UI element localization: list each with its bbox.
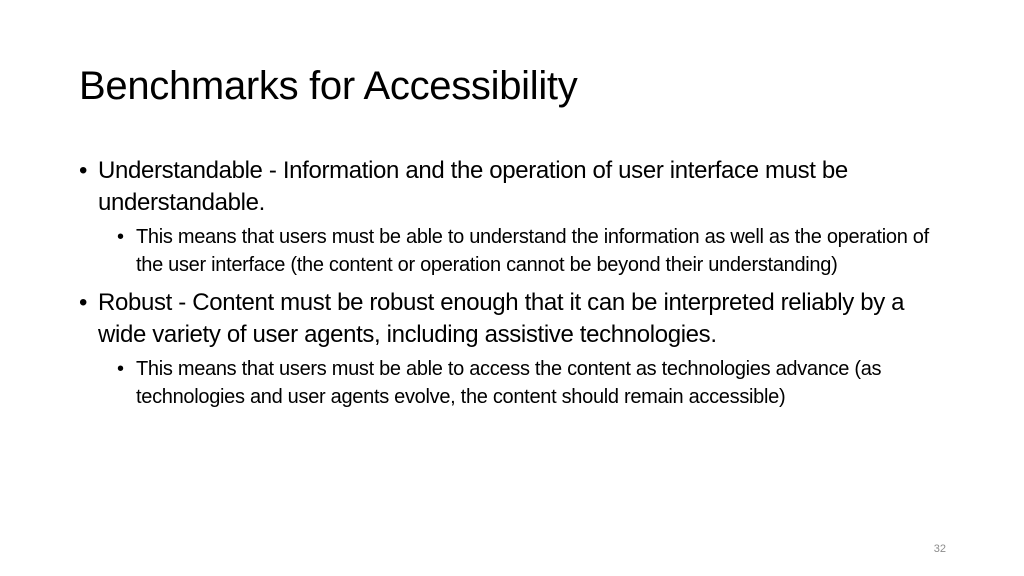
sub-bullet-text: This means that users must be able to access the content as technologies advance (as technologies and user agents evolve, the content should remain accessible) bbox=[136, 358, 882, 408]
slide-number: 32 bbox=[933, 543, 946, 555]
bullet-understandable bbox=[79, 155, 939, 219]
bullet-marker: • bbox=[79, 157, 88, 184]
slide-content bbox=[79, 155, 939, 413]
sub-bullet-robust bbox=[79, 355, 936, 411]
sub-bullet-marker: • bbox=[117, 358, 124, 380]
slide-title: Benchmarks for Accessibility bbox=[79, 64, 578, 108]
bullet-robust bbox=[79, 287, 939, 351]
sub-bullet-understandable bbox=[79, 223, 936, 279]
bullet-marker: • bbox=[79, 289, 88, 316]
bullet-text: Robust - Content must be robust enough that it can be interpreted reliably by a wide variety of user agents, including assistive technologies. bbox=[98, 289, 905, 348]
sub-bullet-marker: • bbox=[117, 226, 124, 248]
bullet-text: Understandable - Information and the operation of user interface must be understandable. bbox=[98, 157, 848, 216]
sub-bullet-text: This means that users must be able to understand the information as well as the operation of the user interface (the content or operation cannot be beyond their understanding) bbox=[136, 226, 929, 276]
